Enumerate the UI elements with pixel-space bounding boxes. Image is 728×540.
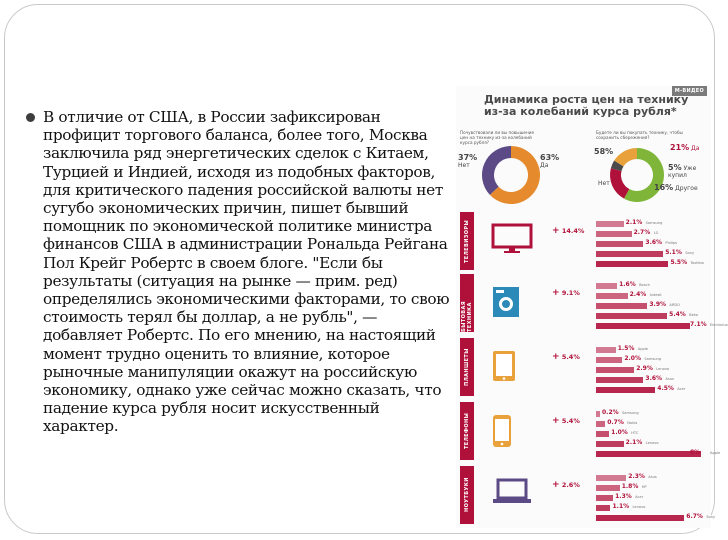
poll-right-label-2: Да bbox=[691, 145, 700, 152]
price-bar-label-5-4: 1.1% bbox=[612, 503, 630, 510]
price-bar-label-3-4: 3.6% bbox=[645, 375, 663, 382]
price-bar-1-4 bbox=[596, 251, 663, 257]
price-bar-4-4 bbox=[596, 441, 624, 447]
price-bar-label-2-3: 3.9% bbox=[649, 301, 667, 308]
price-bar-4-5 bbox=[596, 451, 701, 457]
price-bar-1-2 bbox=[596, 231, 632, 237]
infographic-title: Динамика роста цен на технику из-за колебаний курса рубля* bbox=[484, 93, 689, 118]
price-bar-label-4-2: 0.7% bbox=[607, 419, 624, 426]
category-growth-2: + 9.1% bbox=[552, 288, 580, 298]
category-growth-5: + 2.6% bbox=[552, 480, 580, 490]
price-bar-2-2 bbox=[596, 293, 628, 299]
price-bar-brand-1-1: Samsung bbox=[645, 220, 663, 225]
price-bar-brand-3-2: Samsung bbox=[644, 356, 662, 361]
price-bar-brand-2-5: Electrolux bbox=[710, 322, 728, 327]
price-bar-3-3 bbox=[596, 367, 634, 373]
poll-right-pct-3-value: 5% bbox=[668, 163, 682, 172]
price-bar-brand-5-4: Lenovo bbox=[632, 504, 646, 509]
poll-right-pct-1-value: 58% bbox=[594, 147, 614, 156]
price-bar-brand-4-5: Apple bbox=[710, 450, 721, 455]
price-bar-brand-5-2: HP bbox=[641, 484, 647, 489]
price-bar-label-5-1: 2.3% bbox=[628, 473, 645, 480]
price-bar-brand-1-2: LG bbox=[653, 230, 659, 235]
price-bar-label-1-2: 2.7% bbox=[633, 229, 651, 236]
price-bar-label-1-5: 5.5% bbox=[670, 259, 688, 266]
poll-right-label-3: Уже купил bbox=[668, 165, 697, 179]
category-tab-3: ПЛАНШЕТЫ bbox=[460, 338, 474, 396]
price-bar-brand-4-4: Lenovo bbox=[645, 440, 659, 445]
poll-right-label-4: Другое bbox=[675, 185, 698, 192]
washing-machine-icon bbox=[492, 286, 520, 322]
price-bar-label-4-1: 0.2% bbox=[602, 409, 619, 416]
bullet-text-block bbox=[26, 108, 458, 436]
poll-left-donut bbox=[480, 144, 542, 206]
price-bar-3-2 bbox=[596, 357, 622, 363]
poll-right-pct-3 bbox=[668, 164, 711, 179]
price-bar-3-5 bbox=[596, 387, 655, 393]
poll-left-question: Почувствовали ли вы повышение цен на технику из-за колебаний курса рубля? bbox=[460, 130, 535, 145]
price-bar-label-4-5: 8% bbox=[690, 449, 701, 456]
poll-right-label-1: Нет bbox=[598, 180, 610, 187]
price-bar-brand-1-3: Philips bbox=[665, 240, 678, 245]
poll-left-slice-2 bbox=[482, 146, 511, 195]
poll-right-pct-2 bbox=[670, 144, 699, 152]
price-bar-5-5 bbox=[596, 515, 684, 521]
price-bar-label-2-2: 2.4% bbox=[629, 291, 647, 298]
category-growth-value-4: 5.4% bbox=[561, 417, 580, 425]
price-bar-brand-4-2: Nokia bbox=[627, 420, 638, 425]
price-bar-1-1 bbox=[596, 221, 624, 227]
price-bar-brand-1-5: Toshiba bbox=[690, 260, 704, 265]
price-bar-label-4-3: 1.0% bbox=[611, 429, 628, 436]
price-bar-2-5 bbox=[596, 323, 690, 329]
poll-left-no-label: Нет bbox=[458, 162, 470, 169]
price-bar-brand-3-1: Apple bbox=[637, 346, 648, 351]
price-bar-brand-5-3: Acer bbox=[635, 494, 644, 499]
price-bar-2-1 bbox=[596, 283, 617, 289]
price-bar-label-1-3: 3.6% bbox=[645, 239, 663, 246]
bullet-icon bbox=[26, 113, 35, 122]
tablet-icon bbox=[492, 350, 516, 386]
poll-right-donut bbox=[608, 146, 666, 204]
category-growth-value-1: 14.4% bbox=[561, 227, 585, 235]
category-growth-3: + 5.4% bbox=[552, 352, 580, 362]
price-bar-5-3 bbox=[596, 495, 613, 501]
price-bar-brand-1-4: Sony bbox=[685, 250, 695, 255]
category-tab-5: НОУТБУКИ bbox=[460, 466, 474, 524]
category-growth-value-3: 5.4% bbox=[561, 353, 580, 361]
category-tab-2: БЫТОВАЯ ТЕХНИКА bbox=[460, 274, 474, 332]
price-bar-label-5-3: 1.3% bbox=[615, 493, 632, 500]
poll-right-pct-2-value: 21% bbox=[670, 143, 690, 152]
price-growth-infographic bbox=[456, 86, 728, 528]
price-bar-3-1 bbox=[596, 347, 616, 353]
price-bar-label-5-5: 6.7% bbox=[686, 513, 703, 520]
price-bar-4-1 bbox=[596, 411, 600, 417]
price-bar-brand-2-4: Beko bbox=[689, 312, 698, 317]
poll-left-yes bbox=[540, 154, 559, 169]
price-bar-brand-5-1: Asus bbox=[648, 474, 657, 479]
price-bar-brand-4-3: HTC bbox=[631, 430, 639, 435]
price-bar-label-2-1: 1.6% bbox=[619, 281, 636, 288]
poll-left-no bbox=[458, 154, 477, 169]
price-bar-label-5-2: 1.8% bbox=[621, 483, 639, 490]
phone-icon bbox=[492, 414, 512, 452]
price-bar-label-1-1: 2.1% bbox=[625, 219, 643, 226]
price-bar-4-3 bbox=[596, 431, 609, 437]
price-bar-4-2 bbox=[596, 421, 605, 427]
price-bar-brand-3-3: Lenovo bbox=[656, 366, 670, 371]
poll-left-yes-label: Да bbox=[540, 162, 549, 169]
price-bar-brand-2-1: Bosch bbox=[639, 282, 650, 287]
poll-left-no-pct: 37% bbox=[458, 153, 478, 162]
poll-right-slice-2 bbox=[610, 168, 629, 198]
price-bar-5-4 bbox=[596, 505, 610, 511]
price-bar-brand-3-4: Asus bbox=[665, 376, 674, 381]
category-growth-value-5: 2.6% bbox=[561, 481, 580, 489]
category-growth-1: + 14.4% bbox=[552, 226, 585, 236]
tv-icon bbox=[492, 224, 532, 258]
price-bar-label-3-3: 2.9% bbox=[636, 365, 653, 372]
price-bar-2-3 bbox=[596, 303, 647, 309]
category-growth-4: + 5.4% bbox=[552, 416, 580, 426]
price-bar-label-1-4: 5.1% bbox=[665, 249, 682, 256]
poll-right-pct-4-value: 16% bbox=[654, 183, 674, 192]
price-bar-label-3-1: 1.5% bbox=[617, 345, 635, 352]
price-bar-1-3 bbox=[596, 241, 643, 247]
price-bar-label-3-2: 2.0% bbox=[624, 355, 641, 362]
category-tab-4: ТЕЛЕФОНЫ bbox=[460, 402, 474, 460]
price-bar-3-4 bbox=[596, 377, 643, 383]
poll-right-pct-1 bbox=[594, 148, 613, 156]
laptop-icon bbox=[492, 478, 532, 510]
price-bar-brand-4-1: Samsung bbox=[622, 410, 639, 415]
poll-left-yes-pct: 63% bbox=[540, 153, 560, 162]
price-bar-1-5 bbox=[596, 261, 668, 267]
price-bar-brand-5-5: Sony bbox=[706, 514, 716, 519]
bullet-paragraph: В отличие от США, в России зафиксирован профицит торгового баланса, более того, Москва заключила ряд энергетических сделок с Китаем, Турцией и Индией, исходя из подобных факторов, для критического падения российской валюты нет сугубо экономических причин, пишет бывший помощник по экономической политике министра финансов США в администрации Рональда Рейгана Пол Крейг Робертс в своем блоге. "Если бы результаты (ситуация на рынке — прим. ред) определялись экономическими факторами, то свою стоимость терял бы доллар, а не рубль", — добавляет Робертс. По его мнению, на настоящий момент трудно оценить то влияние, которое рыночные манипуляции окажут на российскую экономику, однако уже сейчас можно сказать, что падение курса рубля носит искусственный характер. bbox=[43, 108, 450, 436]
price-bar-brand-2-3: ARDO bbox=[669, 302, 680, 307]
poll-right-pct-4 bbox=[654, 184, 698, 192]
price-bar-brand-3-5: Acer bbox=[677, 386, 686, 391]
price-bar-label-3-5: 4.5% bbox=[657, 385, 674, 392]
poll-right-question: Будете ли вы покупать технику, чтобы сохранить сбережения? bbox=[596, 130, 683, 140]
price-bar-brand-2-2: Indesit bbox=[649, 292, 662, 297]
category-growth-value-2: 9.1% bbox=[561, 289, 580, 297]
brand-badge: M-ВИДЕО bbox=[672, 86, 707, 96]
price-bar-2-4 bbox=[596, 313, 667, 319]
price-bar-5-1 bbox=[596, 475, 626, 481]
category-tab-1: ТЕЛЕВИЗОРЫ bbox=[460, 212, 474, 270]
price-bar-label-2-4: 5.4% bbox=[669, 311, 686, 318]
price-bar-5-2 bbox=[596, 485, 620, 491]
price-bar-label-4-4: 2.1% bbox=[625, 439, 643, 446]
price-bar-label-2-5: 7.1% bbox=[690, 321, 707, 328]
